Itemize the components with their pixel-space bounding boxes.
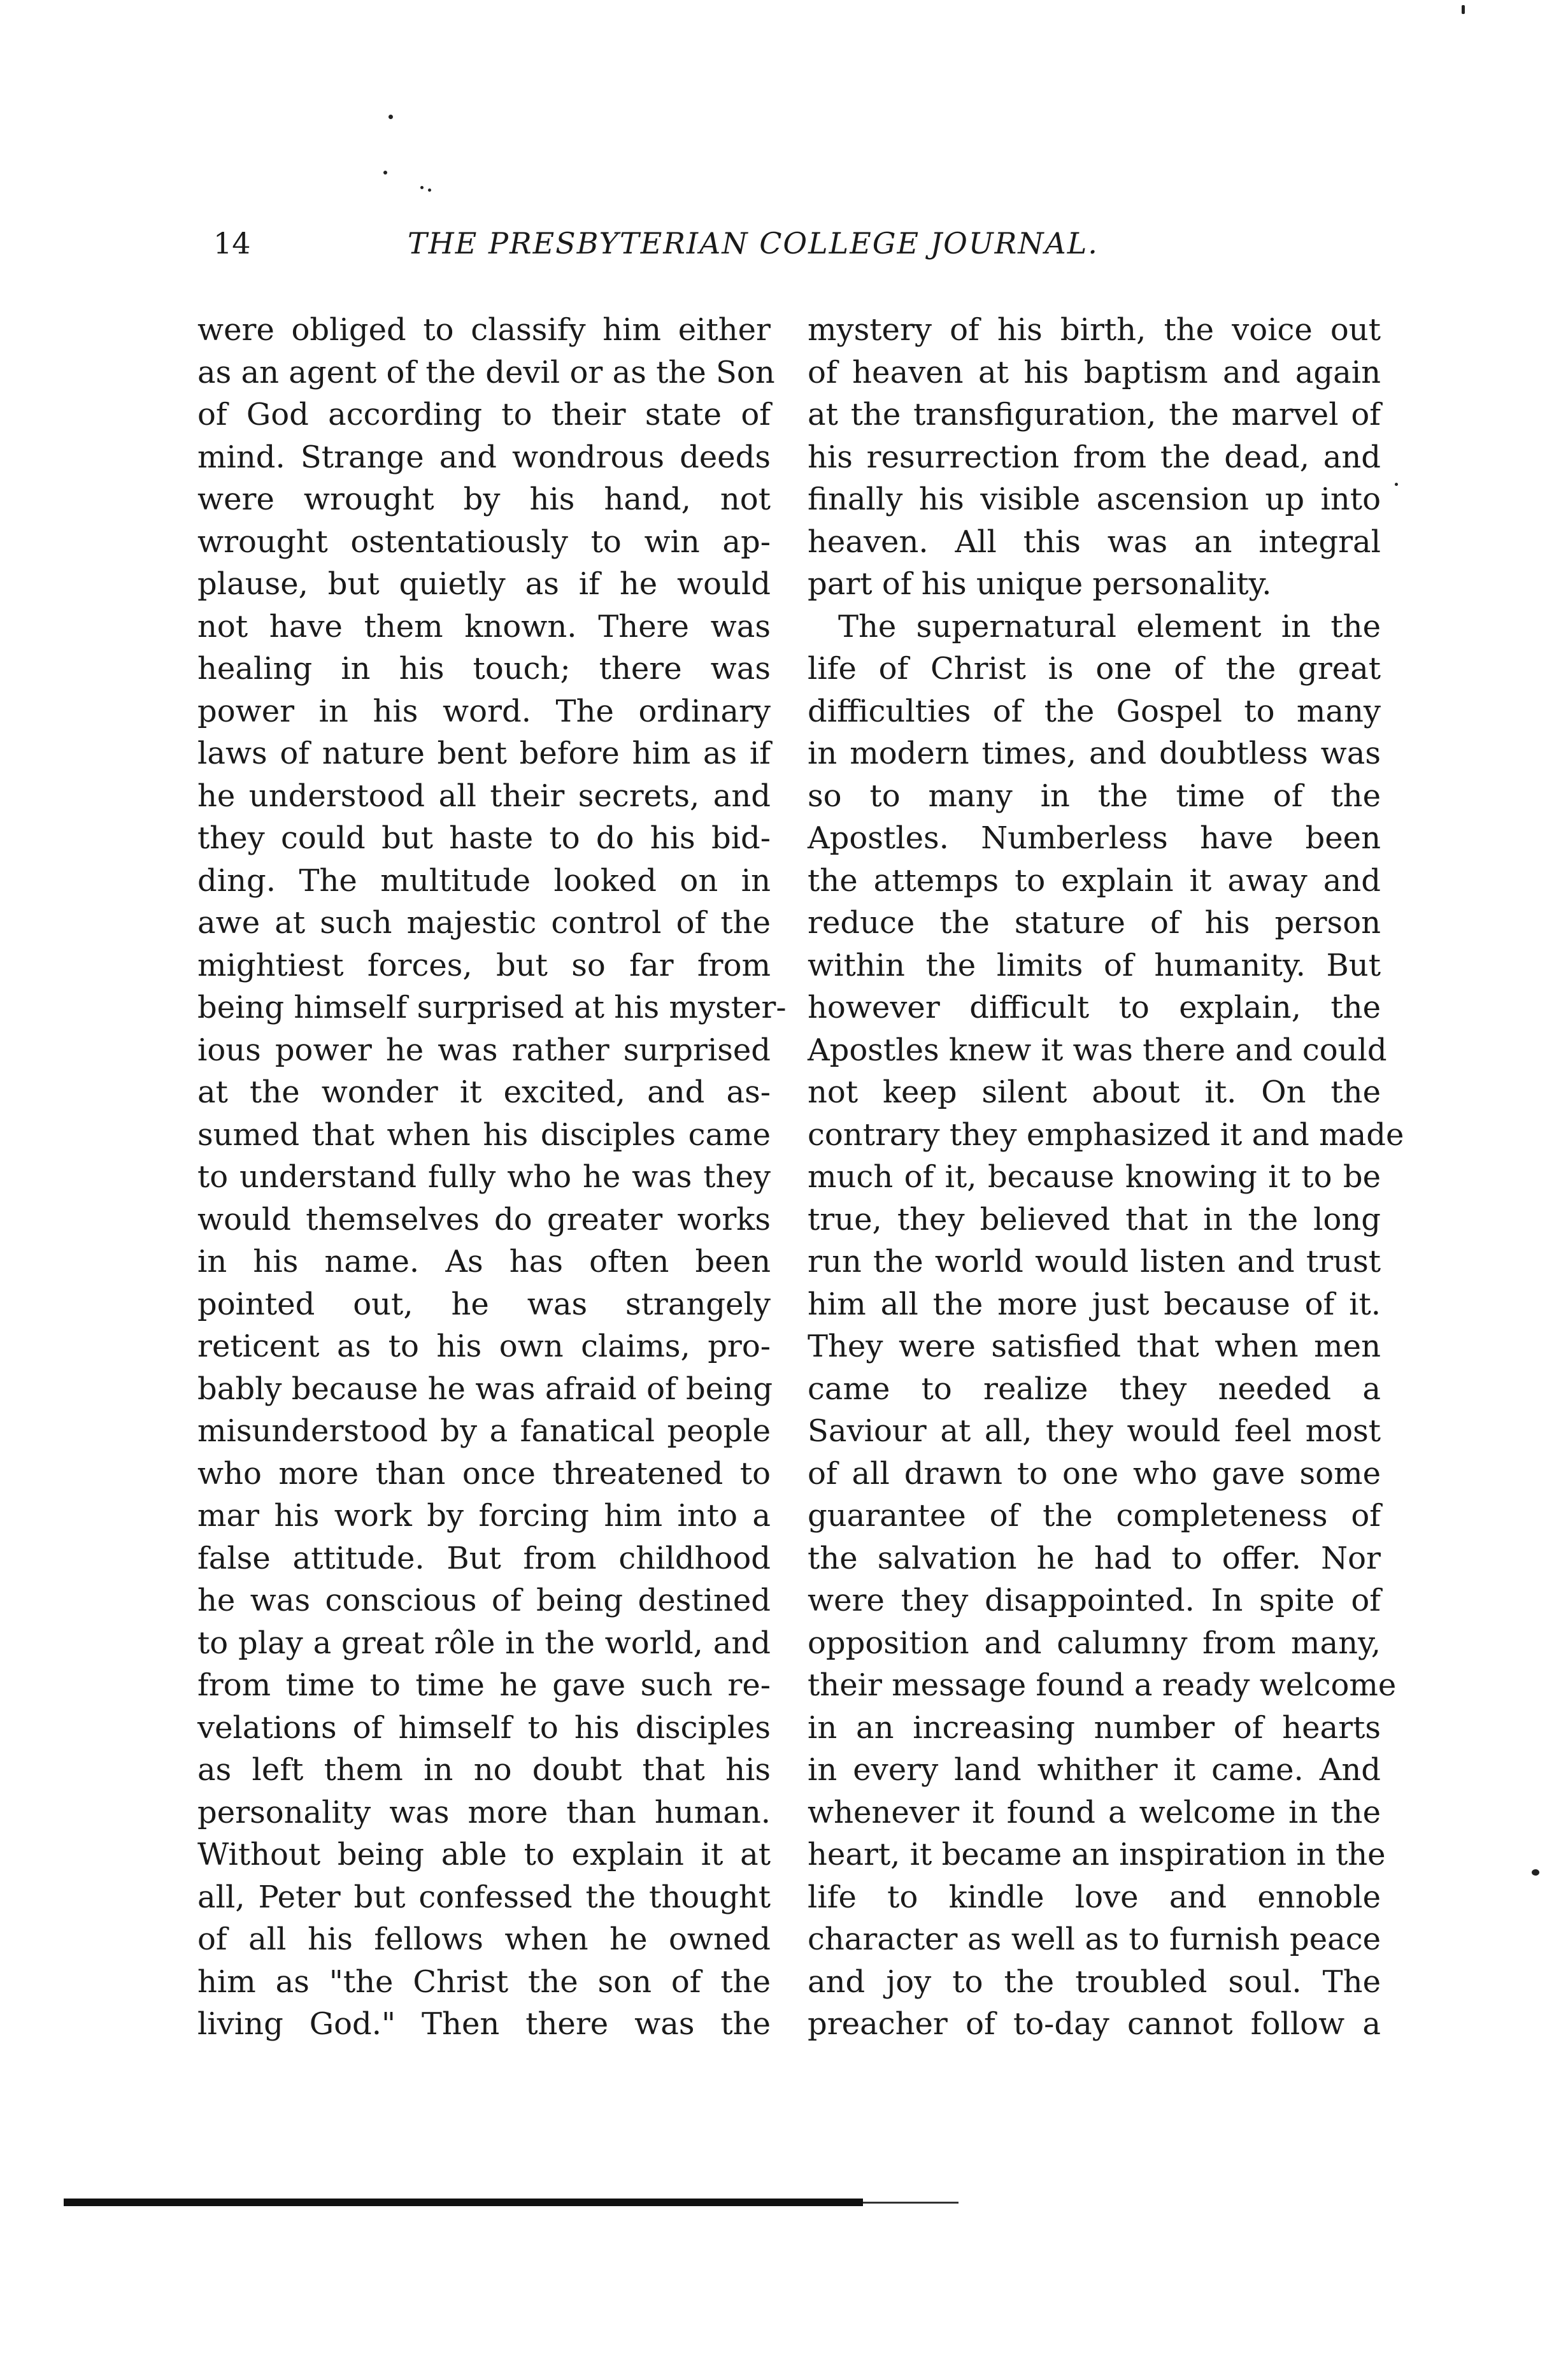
text-line: velations of himself to his disciples — [197, 1709, 771, 1746]
text-line: heart, it became an inspiration in the — [808, 1837, 1386, 1872]
text-line: run the world would listen and trust — [808, 1244, 1381, 1279]
text-line: false attitude. But from childhood — [197, 1540, 771, 1576]
text-line: Apostles. Numberless have been — [808, 820, 1381, 856]
left-column — [197, 309, 787, 2046]
text-line: within the limits of humanity. But — [808, 947, 1381, 983]
text-line: reticent as to his own claims, pro- — [197, 1329, 771, 1364]
text-line: as an agent of the devil or as the Son — [197, 354, 775, 390]
footer-rule-thin — [863, 2202, 959, 2204]
text-line: of all his fellows when he owned — [197, 1921, 771, 1957]
text-line: part of his unique personality. — [808, 566, 1272, 602]
text-line: whenever it found a welcome in the — [808, 1794, 1381, 1830]
ink-speck — [420, 186, 424, 189]
text-line: as left them in no doubt that his — [197, 1752, 771, 1788]
text-line: their message found a ready welcome — [808, 1667, 1397, 1703]
text-line: in an increasing number of hearts — [808, 1709, 1381, 1746]
page-number: 14 — [213, 226, 251, 260]
text-line: preacher of to-day cannot follow a — [808, 2006, 1381, 2042]
text-line: so to many in the time of the — [808, 778, 1381, 814]
text-line: wrought ostentatiously to win ap- — [197, 524, 771, 560]
text-line: personality was more than human. — [197, 1794, 771, 1830]
footer-rule-thick — [64, 2199, 863, 2206]
text-line: of heaven at his baptism and again — [808, 354, 1381, 390]
text-line: at the transfiguration, the marvel of — [808, 397, 1381, 432]
text-line: character as well as to furnish peace — [808, 1921, 1381, 1957]
text-line: to understand fully who he was they — [197, 1159, 771, 1195]
text-line: however difficult to explain, the — [808, 990, 1381, 1025]
text-line: he understood all their secrets, and — [197, 778, 771, 814]
ink-speck — [383, 171, 387, 175]
text-line: life of Christ is one of the great — [808, 651, 1381, 687]
text-line: in modern times, and doubtless was — [808, 736, 1381, 771]
ink-speck — [1395, 483, 1398, 486]
text-line: difficulties of the Gospel to many — [808, 693, 1381, 729]
text-line: healing in his touch; there was — [197, 651, 771, 687]
text-line: awe at such majestic control of the — [197, 905, 771, 941]
text-line: mightiest forces, but so far from — [197, 947, 771, 983]
text-line: heaven. All this was an integral — [808, 524, 1381, 560]
text-line: contrary they emphasized it and made — [808, 1116, 1404, 1153]
text-line: They were satisfied that when men — [808, 1329, 1381, 1364]
text-line: mystery of his birth, the voice out — [808, 312, 1381, 348]
text-line: pointed out, he was strangely — [197, 1286, 771, 1322]
text-line: in every land whither it came. And — [808, 1752, 1381, 1788]
journal-title: THE PRESBYTERIAN COLLEGE JOURNAL. — [408, 226, 1099, 260]
text-line: finally his visible ascension up into — [808, 481, 1381, 517]
text-line: sumed that when his disciples came — [197, 1116, 771, 1153]
text-line: were they disappointed. In spite of — [808, 1583, 1381, 1618]
text-line: him all the more just because of it. — [808, 1286, 1381, 1322]
text-line: to play a great rôle in the world, and — [197, 1625, 771, 1661]
ink-speck — [388, 115, 393, 119]
text-line: mind. Strange and wondrous deeds — [197, 439, 771, 475]
text-line: the attemps to explain it away and — [808, 862, 1381, 899]
text-line: in his name. As has often been — [197, 1244, 771, 1279]
text-line: ious power he was rather surprised — [197, 1032, 771, 1068]
text-line: guarantee of the completeness of — [808, 1498, 1381, 1534]
text-line: ding. The multitude looked on in — [197, 862, 771, 899]
text-line: not keep silent about it. On the — [808, 1074, 1381, 1110]
text-line: came to realize they needed a — [808, 1371, 1381, 1407]
text-line: were obliged to classify him either — [197, 312, 771, 348]
text-line: him as "the Christ the son of the — [197, 1963, 771, 2000]
text-line: the salvation he had to offer. Nor — [808, 1540, 1381, 1576]
text-line: life to kindle love and ennoble — [808, 1879, 1381, 1915]
ink-speck — [428, 189, 431, 192]
text-line: misunderstood by a fanatical people — [197, 1413, 771, 1449]
ink-speck — [1462, 5, 1465, 14]
text-line: who more than once threatened to — [197, 1455, 771, 1492]
text-line: much of it, because knowing it to be — [808, 1159, 1381, 1195]
text-line: Apostles knew it was there and could — [808, 1032, 1387, 1068]
text-line: his resurrection from the dead, and — [808, 439, 1381, 475]
text-line: laws of nature bent before him as if — [197, 736, 771, 771]
text-line: Without being able to explain it at — [197, 1837, 771, 1872]
ink-speck — [1532, 1869, 1539, 1876]
text-line: true, they believed that in the long — [808, 1201, 1381, 1237]
text-line: reduce the stature of his person — [808, 905, 1381, 941]
text-line: of all drawn to one who gave some — [808, 1455, 1381, 1492]
text-line: and joy to the troubled soul. The — [808, 1963, 1381, 2000]
text-line: plause, but quietly as if he would — [197, 566, 771, 602]
text-line: opposition and calumny from many, — [808, 1625, 1381, 1661]
text-line: being himself surprised at his myster- — [197, 990, 787, 1025]
text-line: Saviour at all, they would feel most — [808, 1413, 1381, 1449]
text-line: of God according to their state of — [197, 397, 771, 432]
text-line: all, Peter but confessed the thought — [197, 1879, 771, 1915]
text-line: they could but haste to do his bid- — [197, 820, 771, 856]
paragraph-start-line: The supernatural element in the — [838, 608, 1381, 645]
text-line: from time to time he gave such re- — [197, 1667, 771, 1703]
text-line: at the wonder it excited, and as- — [197, 1074, 771, 1110]
text-line: mar his work by forcing him into a — [197, 1498, 771, 1534]
text-line: bably because he was afraid of being — [197, 1371, 773, 1407]
text-line: were wrought by his hand, not — [197, 481, 771, 517]
text-line: living God." Then there was the — [197, 2006, 771, 2042]
right-column — [808, 309, 1404, 2046]
text-line: power in his word. The ordinary — [197, 693, 771, 729]
text-line: not have them known. There was — [197, 608, 771, 645]
text-line: he was conscious of being destined — [197, 1583, 771, 1618]
text-line: would themselves do greater works — [197, 1201, 771, 1237]
